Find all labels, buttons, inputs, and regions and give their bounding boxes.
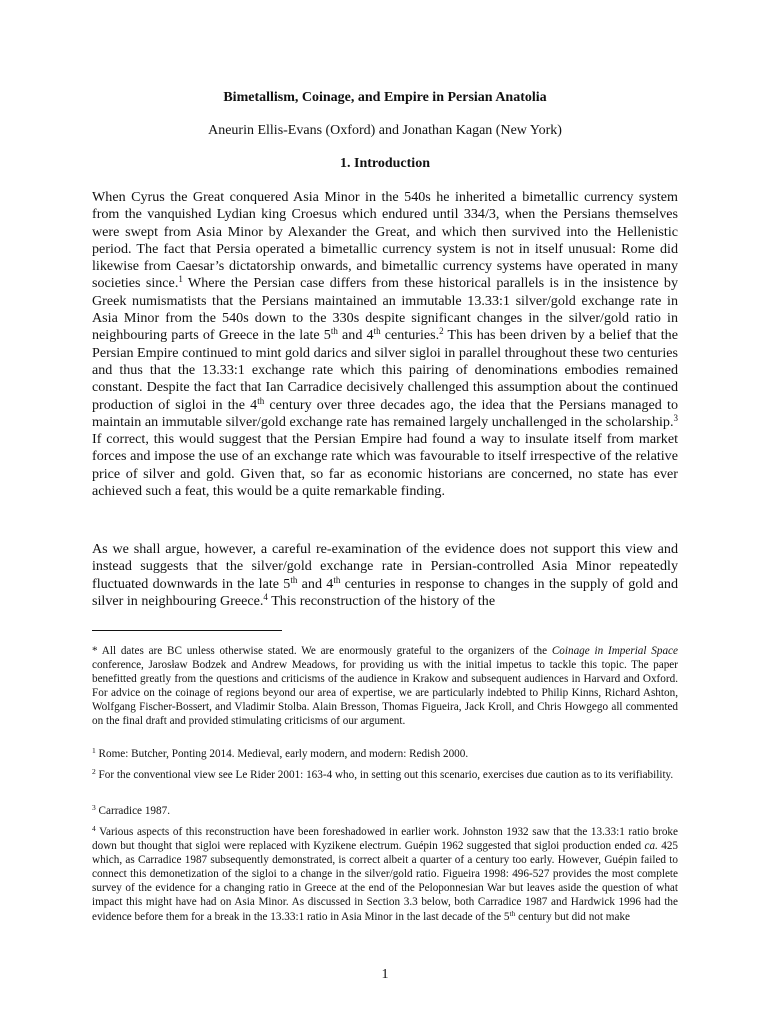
paper-title: Bimetallism, Coinage, and Empire in Persian Anatolia bbox=[223, 90, 547, 105]
paragraph-2-text: As we shall argue, however, a careful re-examination of the evidence does not support this view and instead suggests that the silver/gold exchange rate in Persian-controlled Asia Minor repeatedly fluctuated downwards in the late 5 bbox=[92, 541, 678, 592]
footnote-text: 425 which, as Carradice 1987 subsequently demonstrated, is correct albeit a quarter of a century too early. However, Guépin failed to connect this demonetization of the sigloi to a change in the silver/gold ratio. Figueira 1998: 496-527 provides the most complete survey of the evidence for a changing ratio in Greece at the end of the Peloponnesian War but leaves aside the question of what impact this might have had on Asia Minor. As discussed in Section 3.3 below, both Carradice 1987 and Hardwick 1996 had the evidence before them for a break in the 13.33:1 ratio in Asia Minor in the last decade of the 5 bbox=[92, 840, 679, 923]
paragraph-1-text: and 4 bbox=[337, 327, 374, 344]
footnote-text: All dates are BC unless otherwise stated. We are enormously grateful to the organizers of the bbox=[97, 645, 552, 657]
footnote-text: For the conventional view see Le Rider 2001: 163-4 who, in setting out this scenario, exercises due caution as to its verifiability. bbox=[95, 769, 674, 781]
footnote-number: 4 bbox=[92, 824, 96, 833]
paragraph-2-text: centuries in response to changes in the supply of gold and silver in neighbouring Greece. bbox=[92, 575, 678, 609]
ordinal-suffix: th bbox=[373, 326, 381, 337]
footnote-text: conference, Jarosław Bodzek and Andrew Meadows, for providing us with the initial impetus to tackle this topic. The paper benefitted greatly from the questions and criticisms of the audience in Krakow and subsequent audiences in Harvard and Oxford. For advice on the coinage of regions beyond our area of expertise, we are particularly indebted to Philip Kinns, Richard Ashton, Wolfgang Fischer-Bossert, and Vladimir Stolba. Alain Bresson, Thomas Figueira, Jack Kroll, and Chris Howgego all commented on the final draft and provided stimulating criticisms of our argument. bbox=[92, 659, 678, 728]
ordinal-suffix: th bbox=[330, 326, 338, 337]
footnote-ref-1[interactable]: 1 bbox=[178, 274, 183, 285]
paragraph-1-text: centuries. bbox=[380, 327, 440, 344]
footnote-1 bbox=[92, 747, 678, 761]
ordinal-suffix: th bbox=[290, 574, 298, 585]
paragraph-2 bbox=[92, 541, 678, 610]
ordinal-suffix: th bbox=[333, 574, 341, 585]
paragraph-1-text: This has been driven by a belief that the Persian Empire continued to mint gold darics and silver sigloi in parallel throughout these two centuries and thus that the 13.33:1 exchange rate which this pairing of denominations embodies remained constant. Despite the fact that Ian Carradice decisively challenged this assumption about the continued production of sigloi in the 4 bbox=[92, 327, 678, 413]
page-number: 1 bbox=[381, 967, 389, 982]
footnote-separator bbox=[92, 630, 282, 631]
footnote-star bbox=[92, 644, 678, 729]
footnote-number: 1 bbox=[92, 746, 96, 755]
footnote-2 bbox=[92, 768, 678, 782]
footnote-text: Rome: Butcher, Ponting 2014. Medieval, early modern, and modern: Redish 2000. bbox=[95, 748, 469, 760]
footnote-number: 3 bbox=[92, 803, 96, 812]
ordinal-suffix: th bbox=[257, 395, 265, 406]
footnote-text: Various aspects of this reconstruction have been foreshadowed in earlier work. Johnston 1932 saw that the 13.33:1 ratio broke down but thought that sigloi were replaced with Kyzikene electrum. Guépin 1962 suggested that sigloi production ended bbox=[92, 826, 678, 853]
paper-authors: Aneurin Ellis-Evans (Oxford) and Jonathan Kagan (New York) bbox=[208, 123, 562, 138]
paragraph-1-text: If correct, this would suggest that the Persian Empire had found a way to insulate itself from market forces and impose the use of an exchange rate which was favourable to itself irrespective of the relative price of silver and gold. Given that, so far as economic historians are concerned, no state has ever achieved such a feat, this would be a quite remarkable finding. bbox=[92, 431, 678, 500]
footnote-emphasis: Coinage in Imperial Space bbox=[551, 645, 678, 657]
footnote-number: 2 bbox=[92, 767, 96, 776]
paragraph-2-text: and 4 bbox=[297, 575, 334, 592]
footnote-ref-2[interactable]: 2 bbox=[439, 326, 444, 337]
footnote-ref-4[interactable]: 4 bbox=[263, 591, 268, 602]
section-heading: 1. Introduction bbox=[340, 156, 430, 171]
footnote-3 bbox=[92, 804, 678, 818]
paragraph-2-text: This reconstruction of the history of the bbox=[267, 592, 496, 609]
paragraph-1 bbox=[92, 189, 678, 500]
paragraph-1-text: When Cyrus the Great conquered Asia Minor in the 540s he inherited a bimetallic currency system from the vanquished Lydian king Croesus which endured until 334/3, when the Persians themselves were swept from Asia Minor by Alexander the Great, and which then survived into the Hellenistic period. The fact that Persia operated a bimetallic currency system is not in itself unusual: Rome did likewise from Caesar’s dictatorship onwards, and bimetallic currency systems have operated in many societies since. bbox=[92, 189, 678, 292]
paragraph-1-text: Where the Persian case differs from these historical parallels is in the insistence by Greek numismatists that the Persians maintained an immutable 13.33:1 silver/gold exchange rate in Asia Minor from the 540s down to the 330s despite significant changes in the silver/gold ratio in neighbouring parts of Greece in the late 5 bbox=[92, 275, 678, 344]
paragraph-1-text: century over three decades ago, the idea that the Persians managed to maintain an immutable silver/gold exchange rate has remained largely unchallenged in the scholarship. bbox=[92, 396, 678, 430]
footnote-text: Carradice 1987. bbox=[95, 805, 170, 817]
footnote-emphasis: ca. bbox=[644, 840, 658, 853]
footnote-mark: * bbox=[92, 645, 98, 657]
footnote-4 bbox=[92, 825, 678, 924]
footnote-text: century but did not make bbox=[515, 910, 631, 923]
ordinal-suffix: th bbox=[509, 908, 516, 918]
footnote-ref-3[interactable]: 3 bbox=[673, 412, 678, 423]
